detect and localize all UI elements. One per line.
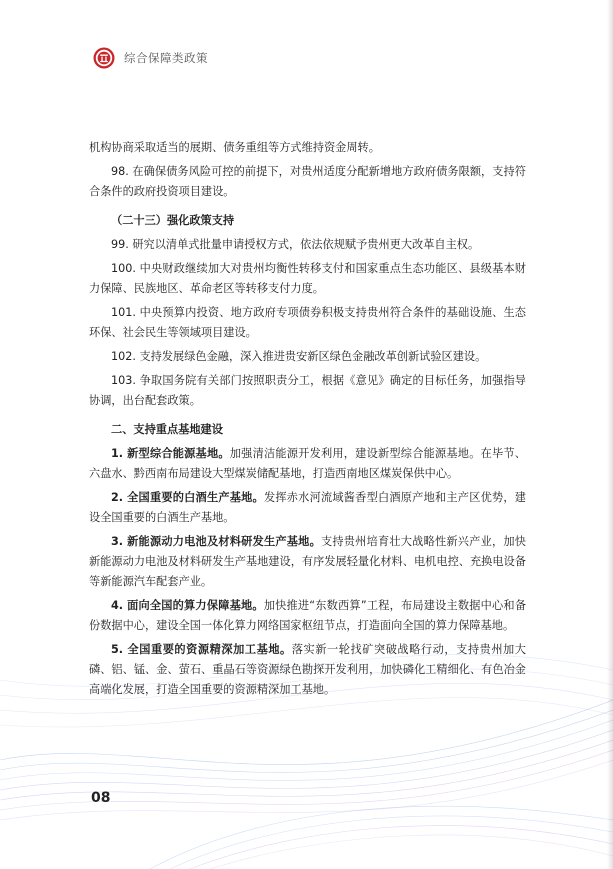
base-item-5-text: 落实新一轮找矿突破战略行动，支持贵州加大磷、铝、锰、金、萤石、重晶石等资源绿色勘探开发利用，加快磷化工精细化、有色冶金高端化发展，打造全国重要的资源精深加工基地。	[89, 643, 526, 696]
paragraph-101: 101. 中央预算内投资、地方政府专项债券积极支持贵州符合条件的基础设施、生态环保、社会民生等领域项目建设。	[89, 306, 526, 339]
base-item-2	[89, 488, 526, 528]
page-header	[93, 46, 208, 70]
header-section-title: 综合保障类政策	[124, 51, 208, 65]
subsection-heading-23: （二十三）强化政策支持	[111, 214, 235, 227]
paragraph-98: 98. 在确保债务风险可控的前提下，对贵州适度分配新增地方政府债务限额，支持符合条件的政府投资项目建设。	[89, 165, 526, 198]
section-heading-2: 二、支持重点基地建设	[111, 423, 223, 436]
base-item-2-text: 发挥赤水河流域酱香型白酒原产地和主产区优势，建设全国重要的白酒生产基地。	[89, 491, 526, 524]
base-item-1	[89, 444, 526, 484]
paragraph-99: 99. 研究以清单式批量申请授权方式，依法依规赋予贵州更大改革自主权。	[111, 238, 480, 251]
paragraph-103: 103. 争取国务院有关部门按照职责分工，根据《意见》确定的目标任务，加强指导协调，出台配套政策。	[89, 374, 526, 407]
decorative-wave-lines	[0, 560, 613, 869]
base-item-1-title: 1. 新型综合能源基地。	[111, 447, 230, 460]
emblem-logo-icon	[93, 47, 115, 69]
base-item-1-text: 加强清洁能源开发利用，建设新型综合能源基地。在毕节、六盘水、黔西南布局建设大型煤炭储配基地，打造西南地区煤炭保供中心。	[89, 447, 526, 480]
paragraph-continued: 机构协商采取适当的展期、债务重组等方式维持资金周转。	[89, 141, 380, 154]
base-item-3-text: 支持贵州培育壮大战略性新兴产业，加快新能源动力电池及材料研发生产基地建设，有序发展轻量化材料、电机电控、充换电设备等新能源汽车配套产业。	[89, 535, 526, 588]
page-edge-shadow	[607, 0, 613, 869]
base-item-4-title: 4. 面向全国的算力保障基地。	[111, 599, 264, 612]
base-item-2-title: 2. 全国重要的白酒生产基地。	[111, 491, 264, 504]
base-item-3-title: 3. 新能源动力电池及材料研发生产基地。	[111, 535, 321, 548]
base-item-5-title: 5. 全国重要的资源精深加工基地。	[111, 643, 292, 656]
paragraph-100: 100. 中央财政继续加大对贵州均衡性转移支付和国家重点生态功能区、县级基本财力保障、民族地区、革命老区等转移支付力度。	[89, 262, 526, 295]
paragraph-102: 102. 支持发展绿色金融，深入推进贵安新区绿色金融改革创新试验区建设。	[111, 350, 487, 363]
page-number: 08	[91, 790, 111, 806]
base-item-4-text: 加快推进“东数西算”工程，布局建设主数据中心和备份数据中心，建设全国一体化算力网络国家枢纽节点，打造面向全国的算力保障基地。	[89, 599, 527, 632]
